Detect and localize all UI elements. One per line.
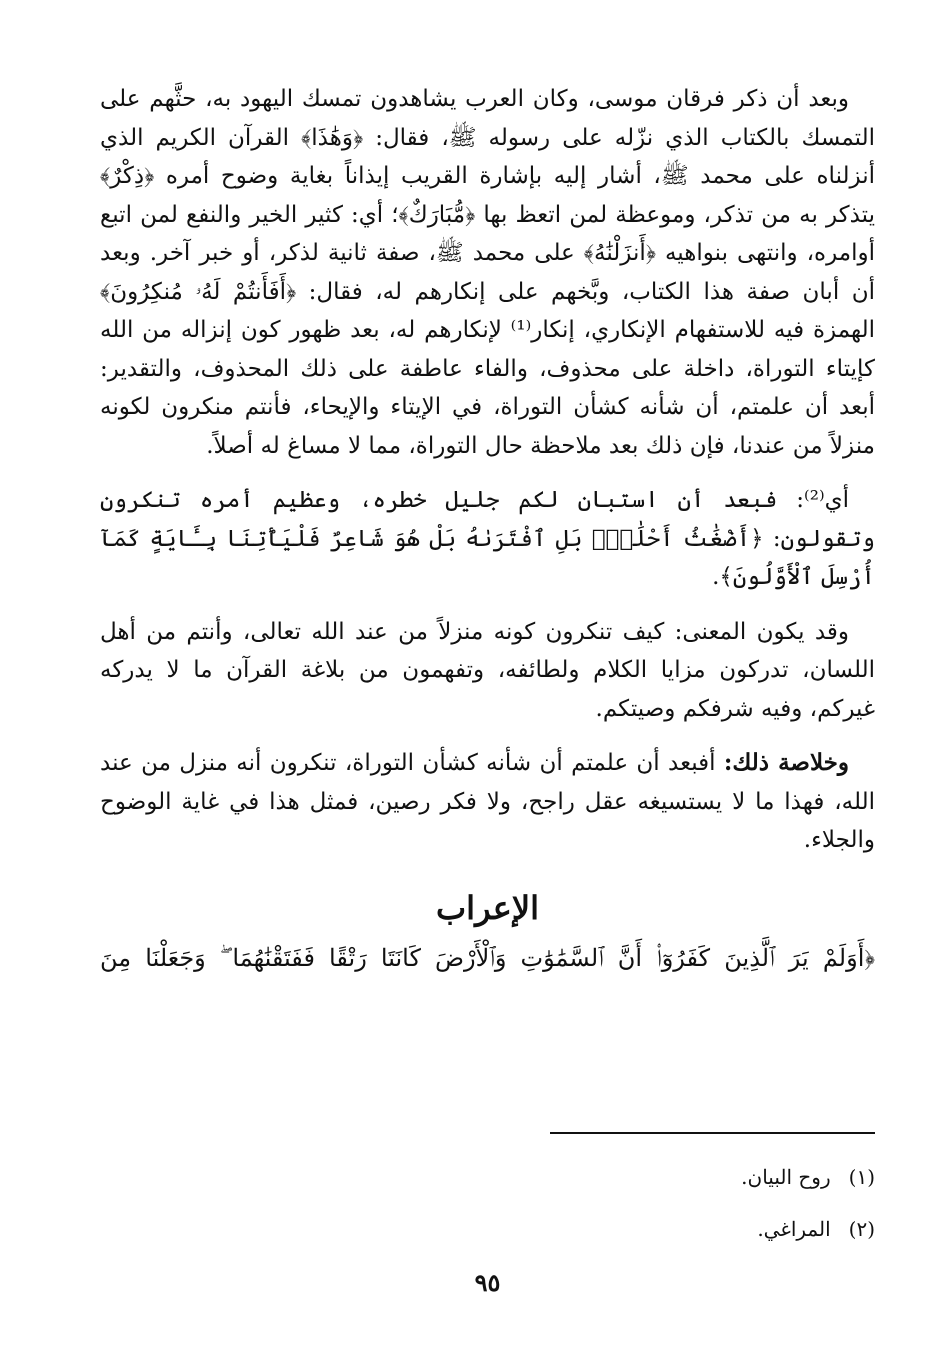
paragraph-text: أفبعد أن علمتم أن شأنه كشأن التوراة، تنكرون أنه منزل من عند الله، فهذا ما لا يستسيغه عقل راجح، ولا فكر رصين، فمثل هذا في غاية الوضوح والجلاء. bbox=[100, 750, 875, 853]
summary-lead: وخلاصة ذلك: bbox=[723, 749, 849, 776]
footnote-number: (٢) bbox=[848, 1217, 875, 1241]
paragraph-4 bbox=[100, 744, 875, 860]
page-body bbox=[100, 80, 875, 1360]
paragraph-text: وقد يكون المعنى: كيف تنكرون كونه منزلاً من عند الله تعالى، وأنتم من أهل اللسان، تدركون مزايا الكلام ولطائفه، وتفهمون من بلاغة القرآن ما لا يدركه غيركم، وفيه شرفكم وصيتكم. bbox=[100, 618, 875, 722]
page-number: ٩٥ bbox=[474, 1268, 501, 1297]
paragraph-3 bbox=[100, 613, 875, 729]
footnotes bbox=[475, 1162, 875, 1266]
footnote-2 bbox=[475, 1214, 875, 1244]
quran-verse-line: ﴿أَوَلَمْ يَرَ ٱلَّذِينَ كَفَرُوٓا۟ أَنَّ ٱلسَّمَٰوَٰتِ وَٱلْأَرْضَ كَانَتَا رَتْقًا فَفَتَقْنَٰهُمَا ۖ وَجَعَلْنَا مِنَ bbox=[100, 943, 875, 972]
footnote-text: روح البيان. bbox=[741, 1165, 831, 1189]
footnote-text: المراغي. bbox=[757, 1217, 831, 1241]
paragraph-text: أي⁽²⁾: فبعد أن استبان لكم جليل خطره، وعظيم أمره تنكرون وتقولون: ﴿أَضْغَٰثُ أَحْلَٰمٍۭ بَلِ ٱفْتَرَىٰهُ بَلْ هُوَ شَاعِرٌ فَلْيَأْتِنَا بِـَٔايَةٍ كَمَآ أُرْسِلَ ٱلْأَوَّلُونَ﴾. bbox=[100, 487, 875, 590]
paragraph-1 bbox=[100, 80, 875, 465]
footnote-divider bbox=[550, 1132, 875, 1134]
footnote-number: (١) bbox=[848, 1165, 875, 1189]
section-heading: الإعراب bbox=[436, 888, 539, 927]
footnote-1 bbox=[475, 1162, 875, 1192]
paragraph-2 bbox=[100, 481, 875, 597]
paragraph-text: وبعد أن ذكر فرقان موسى، وكان العرب يشاهدون تمسك اليهود به، حثَّهم على التمسك بالكتاب الذي نزّله على رسوله ﷺ، فقال: ﴿وَهَٰذَا﴾ القرآن الكريم الذي أنزلناه على محمد ﷺ، أشار إليه بإشارة القريب إيذاناً بغاية وضوح أمره ﴿ذِكْرٌ﴾ يتذكر به من تذكر، وموعظة لمن اتعظ بها ﴿مُّبَارَكٌ﴾؛ أي: كثير الخير والنفع لمن اتبع أوامره، وانتهى بنواهيه ﴿أَنزَلْنَٰهُ﴾ على محمد ﷺ، صفة ثانية لذكر، أو خبر آخر. وبعد أن أبان صفة هذا الكتاب، وبَّخهم على إنكارهم له، فقال: ﴿أَفَأَنتُمْ لَهُۥ مُنكِرُونَ﴾ الهمزة فيه للاستفهام الإنكاري، إنكار⁽¹⁾ لإنكارهم له، بعد ظهور كون إنزاله من الله كإيتاء التوراة، داخلة على محذوف، والفاء عاطفة على ذلك المحذوف، والتقدير: أبعد أن علمتم، أن شأنه كشأن التوراة، في الإيتاء والإيحاء، فأنتم منكرون لكونه منزلاً من عندنا، فإن ذلك بعد ملاحظة حال التوراة، مما لا مساغ له أصلاً. bbox=[100, 86, 875, 459]
